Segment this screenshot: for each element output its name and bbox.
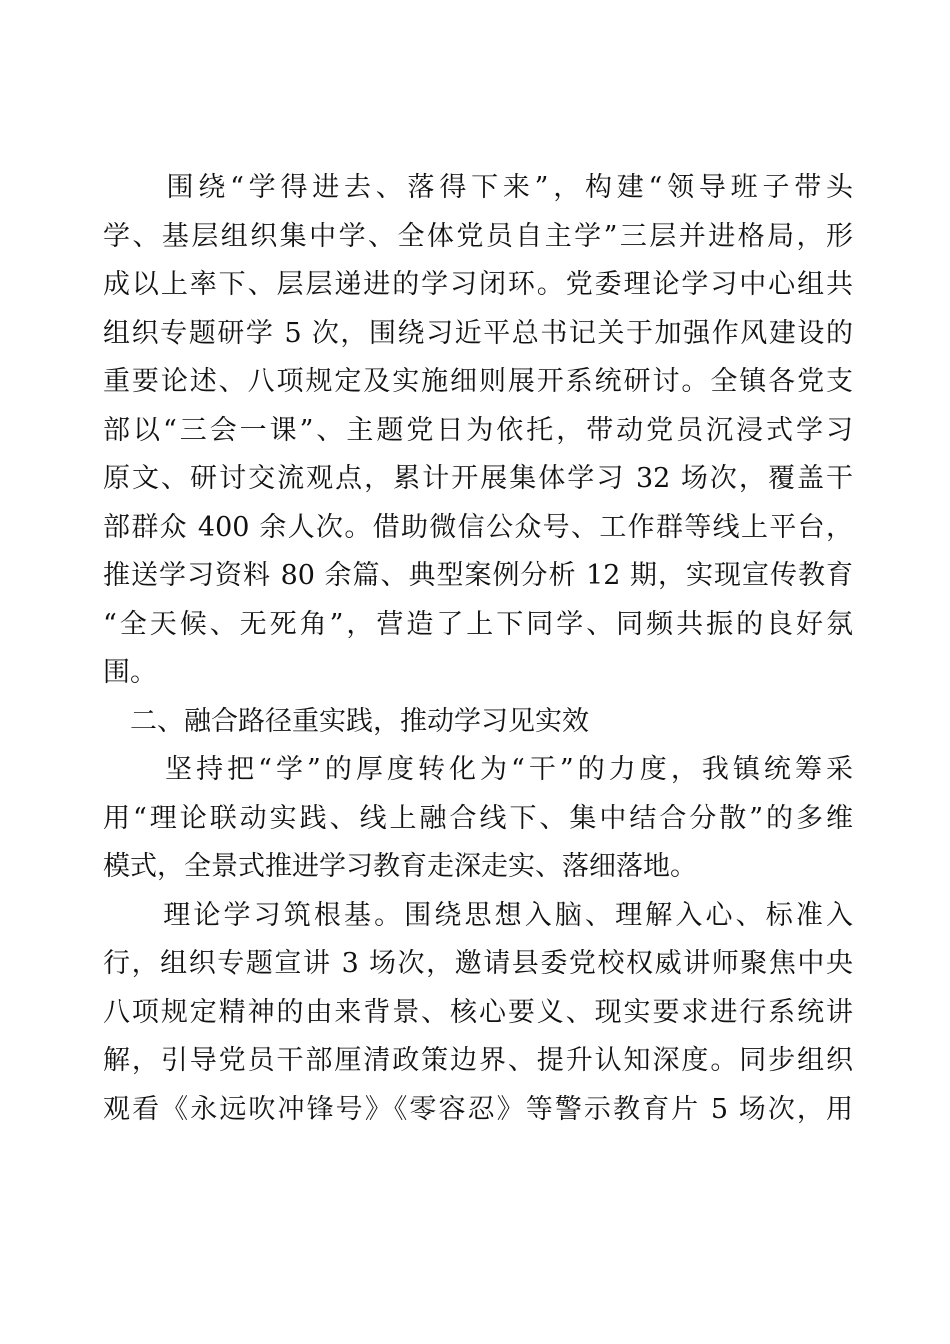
text-line: 解，引导党员干部厘清政策边界、提升认知深度。同步组织 xyxy=(103,1045,853,1076)
paragraph-study-structure xyxy=(103,164,853,698)
text-line: 围绕“学得进去、落得下来”，构建“领导班子带头 xyxy=(103,172,853,203)
text-line: 组织专题研学 5 次，围绕习近平总书记关于加强作风建设的 xyxy=(103,317,853,349)
text-line: 围。 xyxy=(103,657,157,688)
text-line: 八项规定精神的由来背景、核心要义、现实要求进行系统讲 xyxy=(103,996,853,1028)
text-line: 观看《永远吹冲锋号》《零容忍》等警示教育片 5 场次，用 xyxy=(103,1093,853,1125)
heading-line: 二、融合路径重实践，推动学习见实效 xyxy=(103,705,589,737)
text-line: 部以“三会一课”、主题党日为依托，带动党员沉浸式学习 xyxy=(103,414,853,446)
text-line: 理论学习筑根基。围绕思想入脑、理解入心、标准入 xyxy=(103,899,853,931)
section-heading xyxy=(103,698,853,747)
text-line: 部群众 400 余人次。借助微信公众号、工作群等线上平台， xyxy=(103,511,853,543)
paragraph-theory-study xyxy=(103,892,853,1135)
text-line: 学、基层组织集中学、全体党员自主学”三层并进格局，形 xyxy=(103,220,853,252)
text-line: 成以上率下、层层递进的学习闭环。党委理论学习中心组共 xyxy=(103,269,853,300)
document-body xyxy=(103,164,853,1134)
text-line: 行，组织专题宣讲 3 场次，邀请县委党校权威讲师聚焦中央 xyxy=(103,948,853,979)
text-line: 原文、研讨交流观点，累计开展集体学习 32 场次，覆盖干 xyxy=(103,463,853,494)
text-line: 模式，全景式推进学习教育走深走实、落细落地。 xyxy=(103,851,697,882)
text-line: 用“理论联动实践、线上融合线下、集中结合分散”的多维 xyxy=(103,802,853,834)
text-line: 重要论述、八项规定及实施细则展开系统研讨。全镇各党支 xyxy=(103,366,853,397)
text-line: 推送学习资料 80 余篇、典型案例分析 12 期，实现宣传教育 xyxy=(103,560,853,591)
paragraph-practice-intro xyxy=(103,746,853,892)
text-line: “全天候、无死角”，营造了上下同学、同频共振的良好氛 xyxy=(103,608,853,640)
text-line: 坚持把“学”的厚度转化为“干”的力度，我镇统筹采 xyxy=(103,754,853,785)
